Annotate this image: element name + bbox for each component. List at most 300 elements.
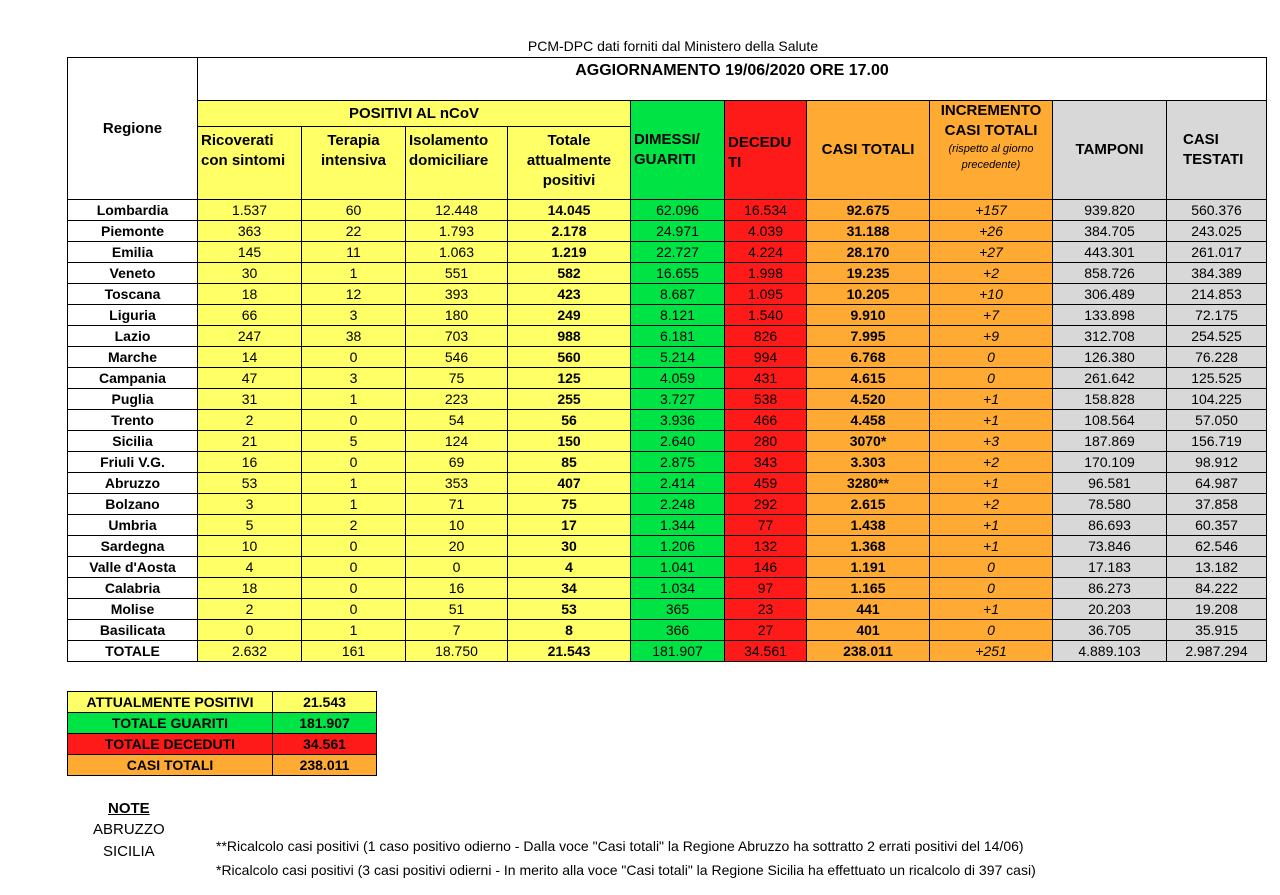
cell-ricoverati: 363 [198,221,302,242]
cell-totale-positivi: 1.219 [508,242,631,263]
cell-regione: Sicilia [68,431,198,452]
summary-row [68,713,377,734]
cell-deceduti: 77 [725,515,807,536]
cell-terapia: 1 [302,389,406,410]
cell-incremento: +3 [930,431,1053,452]
cell-terapia: 0 [302,557,406,578]
cell-isolamento: 18.750 [406,641,508,662]
cell-deceduti: 27 [725,620,807,641]
cell-regione: Marche [68,347,198,368]
cell-ricoverati: 2.632 [198,641,302,662]
cell-dimessi: 2.414 [631,473,725,494]
cell-totale-positivi: 255 [508,389,631,410]
header-terapia: Terapia intensiva [302,127,406,200]
cell-casi-totali: 401 [807,620,930,641]
cell-dimessi: 3.727 [631,389,725,410]
cell-ricoverati: 66 [198,305,302,326]
summary-row [68,734,377,755]
cell-casi-testati: 35.915 [1167,620,1267,641]
table-row [68,452,1267,473]
note-sicilia-text: *Ricalcolo casi positivi (3 casi positivi odierni - In merito alla voce "Casi totali" la Regione Sicilia ha effettuato un ricalcolo di 397 casi) [216,862,1036,878]
cell-totale-positivi: 75 [508,494,631,515]
cell-totale-positivi: 407 [508,473,631,494]
table-row [68,326,1267,347]
cell-regione: Puglia [68,389,198,410]
cell-regione: Umbria [68,515,198,536]
cell-regione: Sardegna [68,536,198,557]
cell-casi-totali: 4.458 [807,410,930,431]
cell-deceduti: 97 [725,578,807,599]
cell-casi-totali: 19.235 [807,263,930,284]
table-row [68,536,1267,557]
cell-ricoverati: 10 [198,536,302,557]
cell-deceduti: 292 [725,494,807,515]
cell-isolamento: 1.063 [406,242,508,263]
cell-tamponi: 108.564 [1053,410,1167,431]
cell-casi-totali: 3280** [807,473,930,494]
source-line: PCM-DPC dati forniti dal Ministero della Salute [527,38,819,54]
cell-incremento: +251 [930,641,1053,662]
cell-deceduti: 466 [725,410,807,431]
cell-totale-positivi: 34 [508,578,631,599]
summary-table [67,691,377,776]
cell-incremento: 0 [930,368,1053,389]
cell-dimessi: 3.936 [631,410,725,431]
header-isolamento: Isolamento domiciliare [406,127,508,200]
cell-regione: Friuli V.G. [68,452,198,473]
cell-terapia: 161 [302,641,406,662]
cell-tamponi: 20.203 [1053,599,1167,620]
cell-casi-testati: 214.853 [1167,284,1267,305]
table-row [68,221,1267,242]
cell-deceduti: 538 [725,389,807,410]
table-row [68,578,1267,599]
cell-incremento: 0 [930,578,1053,599]
cell-totale-positivi: 85 [508,452,631,473]
cell-totale-positivi: 17 [508,515,631,536]
table-row [68,200,1267,221]
cell-casi-testati: 560.376 [1167,200,1267,221]
cell-ricoverati: 30 [198,263,302,284]
cell-tamponi: 312.708 [1053,326,1167,347]
cell-isolamento: 71 [406,494,508,515]
cell-ricoverati: 14 [198,347,302,368]
summary-row [68,755,377,776]
cell-deceduti: 343 [725,452,807,473]
table-row [68,515,1267,536]
cell-casi-totali: 10.205 [807,284,930,305]
cell-terapia: 1 [302,263,406,284]
cell-casi-totali: 2.615 [807,494,930,515]
cell-deceduti: 146 [725,557,807,578]
cell-tamponi: 443.301 [1053,242,1167,263]
cell-totale-positivi: 423 [508,284,631,305]
cell-casi-testati: 243.025 [1167,221,1267,242]
cell-incremento: +27 [930,242,1053,263]
cell-casi-totali: 1.368 [807,536,930,557]
cell-regione: Lazio [68,326,198,347]
cell-dimessi: 4.059 [631,368,725,389]
cell-casi-testati: 125.525 [1167,368,1267,389]
cell-casi-testati: 64.987 [1167,473,1267,494]
cell-terapia: 0 [302,578,406,599]
cell-totale-positivi: 14.045 [508,200,631,221]
cell-incremento: +1 [930,599,1053,620]
cell-incremento: +7 [930,305,1053,326]
table-row [68,620,1267,641]
cell-incremento: 0 [930,557,1053,578]
cell-isolamento: 7 [406,620,508,641]
cell-tamponi: 126.380 [1053,347,1167,368]
cell-dimessi: 24.971 [631,221,725,242]
table-row [68,263,1267,284]
cell-tamponi: 939.820 [1053,200,1167,221]
cell-isolamento: 1.793 [406,221,508,242]
cell-terapia: 2 [302,515,406,536]
header-casi-totali: CASI TOTALI [807,101,930,200]
cell-dimessi: 181.907 [631,641,725,662]
cell-tamponi: 187.869 [1053,431,1167,452]
cell-casi-testati: 57.050 [1167,410,1267,431]
cell-isolamento: 75 [406,368,508,389]
cell-casi-testati: 104.225 [1167,389,1267,410]
cell-casi-testati: 84.222 [1167,578,1267,599]
cell-regione: Campania [68,368,198,389]
cell-regione: Valle d'Aosta [68,557,198,578]
cell-ricoverati: 3 [198,494,302,515]
cell-tamponi: 17.183 [1053,557,1167,578]
cell-isolamento: 54 [406,410,508,431]
cell-isolamento: 353 [406,473,508,494]
header-casi-testati: CASI TESTATI [1167,101,1267,200]
cell-casi-totali: 3070* [807,431,930,452]
summary-label: ATTUALMENTE POSITIVI [68,692,273,713]
cell-casi-totali: 1.191 [807,557,930,578]
cell-ricoverati: 2 [198,410,302,431]
cell-casi-testati: 261.017 [1167,242,1267,263]
cell-isolamento: 180 [406,305,508,326]
cell-ricoverati: 5 [198,515,302,536]
table-row [68,494,1267,515]
cell-dimessi: 2.640 [631,431,725,452]
summary-label: CASI TOTALI [68,755,273,776]
cell-totale-positivi: 56 [508,410,631,431]
cell-casi-totali: 6.768 [807,347,930,368]
cell-incremento: +157 [930,200,1053,221]
cell-casi-testati: 76.228 [1167,347,1267,368]
covid-regions-table [67,57,1267,662]
cell-casi-testati: 60.357 [1167,515,1267,536]
cell-casi-testati: 13.182 [1167,557,1267,578]
cell-regione: Calabria [68,578,198,599]
cell-casi-testati: 384.389 [1167,263,1267,284]
cell-tamponi: 158.828 [1053,389,1167,410]
cell-regione: Veneto [68,263,198,284]
cell-isolamento: 20 [406,536,508,557]
cell-tamponi: 133.898 [1053,305,1167,326]
cell-dimessi: 366 [631,620,725,641]
cell-deceduti: 459 [725,473,807,494]
cell-incremento: 0 [930,347,1053,368]
cell-ricoverati: 2 [198,599,302,620]
cell-deceduti: 132 [725,536,807,557]
summary-label: TOTALE DECEDUTI [68,734,273,755]
cell-incremento: +2 [930,263,1053,284]
notes-sicilia-label: SICILIA [103,843,155,860]
cell-casi-totali: 7.995 [807,326,930,347]
cell-ricoverati: 47 [198,368,302,389]
cell-ricoverati: 53 [198,473,302,494]
table-row [68,431,1267,452]
cell-dimessi: 2.248 [631,494,725,515]
header-positivi: POSITIVI AL nCoV [198,101,631,127]
header-regione: Regione [68,58,198,200]
cell-ricoverati: 247 [198,326,302,347]
cell-dimessi: 1.206 [631,536,725,557]
cell-deceduti: 23 [725,599,807,620]
cell-incremento: +2 [930,494,1053,515]
cell-regione: Piemonte [68,221,198,242]
cell-isolamento: 69 [406,452,508,473]
cell-ricoverati: 0 [198,620,302,641]
cell-incremento: +2 [930,452,1053,473]
table-row [68,368,1267,389]
cell-dimessi: 16.655 [631,263,725,284]
cell-terapia: 1 [302,494,406,515]
table-row [68,557,1267,578]
cell-casi-testati: 2.987.294 [1167,641,1267,662]
cell-casi-totali: 28.170 [807,242,930,263]
cell-terapia: 1 [302,620,406,641]
cell-casi-totali: 3.303 [807,452,930,473]
cell-tamponi: 384.705 [1053,221,1167,242]
table-row [68,389,1267,410]
table-row [68,347,1267,368]
cell-incremento: +1 [930,515,1053,536]
cell-deceduti: 994 [725,347,807,368]
cell-dimessi: 8.687 [631,284,725,305]
cell-totale-positivi: 4 [508,557,631,578]
notes-title: NOTE [108,800,150,817]
header-incremento-label: INCREMENTO CASI TOTALI [940,102,1042,139]
cell-totale-positivi: 30 [508,536,631,557]
cell-incremento: +26 [930,221,1053,242]
cell-totale-positivi: 560 [508,347,631,368]
cell-deceduti: 1.540 [725,305,807,326]
cell-dimessi: 6.181 [631,326,725,347]
cell-deceduti: 16.534 [725,200,807,221]
cell-terapia: 38 [302,326,406,347]
cell-tamponi: 858.726 [1053,263,1167,284]
header-dimessi: DIMESSI/ GUARITI [631,101,725,200]
cell-totale-positivi: 582 [508,263,631,284]
cell-regione: Trento [68,410,198,431]
cell-isolamento: 551 [406,263,508,284]
cell-tamponi: 86.273 [1053,578,1167,599]
cell-dimessi: 2.875 [631,452,725,473]
cell-regione: Abruzzo [68,473,198,494]
summary-value: 238.011 [273,755,377,776]
cell-terapia: 22 [302,221,406,242]
table-row [68,473,1267,494]
cell-totale-positivi: 150 [508,431,631,452]
cell-regione: Lombardia [68,200,198,221]
cell-isolamento: 51 [406,599,508,620]
cell-terapia: 11 [302,242,406,263]
cell-deceduti: 826 [725,326,807,347]
cell-regione: Molise [68,599,198,620]
cell-ricoverati: 16 [198,452,302,473]
cell-ricoverati: 18 [198,284,302,305]
cell-ricoverati: 145 [198,242,302,263]
cell-terapia: 0 [302,599,406,620]
cell-casi-testati: 254.525 [1167,326,1267,347]
summary-value: 181.907 [273,713,377,734]
cell-isolamento: 703 [406,326,508,347]
cell-tamponi: 4.889.103 [1053,641,1167,662]
cell-deceduti: 4.224 [725,242,807,263]
cell-tamponi: 170.109 [1053,452,1167,473]
cell-casi-testati: 37.858 [1167,494,1267,515]
cell-terapia: 0 [302,410,406,431]
cell-dimessi: 1.034 [631,578,725,599]
header-incremento [930,101,1053,200]
cell-terapia: 3 [302,305,406,326]
cell-deceduti: 1.095 [725,284,807,305]
cell-casi-testati: 72.175 [1167,305,1267,326]
cell-totale-positivi: 125 [508,368,631,389]
cell-isolamento: 393 [406,284,508,305]
cell-casi-totali: 92.675 [807,200,930,221]
cell-dimessi: 1.344 [631,515,725,536]
total-row [68,641,1267,662]
cell-casi-totali: 4.520 [807,389,930,410]
header-tamponi: TAMPONI [1053,101,1167,200]
cell-tamponi: 73.846 [1053,536,1167,557]
cell-isolamento: 0 [406,557,508,578]
cell-regione: Emilia [68,242,198,263]
cell-incremento: +1 [930,389,1053,410]
cell-terapia: 0 [302,536,406,557]
cell-ricoverati: 21 [198,431,302,452]
cell-isolamento: 223 [406,389,508,410]
cell-regione: Liguria [68,305,198,326]
cell-casi-totali: 1.165 [807,578,930,599]
cell-dimessi: 62.096 [631,200,725,221]
cell-casi-totali: 238.011 [807,641,930,662]
cell-incremento: +10 [930,284,1053,305]
cell-ricoverati: 18 [198,578,302,599]
cell-isolamento: 124 [406,431,508,452]
table-row [68,599,1267,620]
cell-dimessi: 365 [631,599,725,620]
header-incremento-note: (rispetto al giorno precedente) [948,143,1034,171]
cell-tamponi: 36.705 [1053,620,1167,641]
cell-tamponi: 261.642 [1053,368,1167,389]
cell-terapia: 60 [302,200,406,221]
table-title: AGGIORNAMENTO 19/06/2020 ORE 17.00 [198,58,1267,101]
cell-incremento: +9 [930,326,1053,347]
cell-casi-totali: 31.188 [807,221,930,242]
header-ricoverati: Ricoverati con sintomi [198,127,302,200]
cell-casi-testati: 98.912 [1167,452,1267,473]
cell-dimessi: 5.214 [631,347,725,368]
cell-totale-positivi: 21.543 [508,641,631,662]
cell-terapia: 5 [302,431,406,452]
cell-deceduti: 280 [725,431,807,452]
cell-ricoverati: 4 [198,557,302,578]
cell-casi-totali: 4.615 [807,368,930,389]
cell-tamponi: 96.581 [1053,473,1167,494]
cell-totale-positivi: 2.178 [508,221,631,242]
summary-value: 34.561 [273,734,377,755]
cell-ricoverati: 1.537 [198,200,302,221]
cell-regione: Bolzano [68,494,198,515]
cell-deceduti: 34.561 [725,641,807,662]
cell-dimessi: 22.727 [631,242,725,263]
table-row [68,284,1267,305]
summary-row [68,692,377,713]
cell-incremento: +1 [930,536,1053,557]
cell-terapia: 12 [302,284,406,305]
header-totale-positivi: Totale attualmente positivi [508,127,631,200]
cell-dimessi: 1.041 [631,557,725,578]
cell-casi-totali: 441 [807,599,930,620]
cell-isolamento: 16 [406,578,508,599]
cell-isolamento: 12.448 [406,200,508,221]
cell-casi-testati: 19.208 [1167,599,1267,620]
note-abruzzo-text: **Ricalcolo casi positivi (1 caso positivo odierno - Dalla voce "Casi totali" la Regione Abruzzo ha sottratto 2 errati positivi del 14/06) [216,838,1024,854]
cell-dimessi: 8.121 [631,305,725,326]
cell-incremento: +1 [930,473,1053,494]
header-deceduti: DECEDU TI [725,101,807,200]
notes-abruzzo-label: ABRUZZO [93,821,165,838]
cell-tamponi: 86.693 [1053,515,1167,536]
cell-casi-testati: 62.546 [1167,536,1267,557]
cell-regione: Basilicata [68,620,198,641]
cell-incremento: 0 [930,620,1053,641]
table-row [68,305,1267,326]
cell-casi-totali: 1.438 [807,515,930,536]
table-body [68,200,1267,662]
cell-totale-positivi: 8 [508,620,631,641]
cell-regione: Toscana [68,284,198,305]
cell-totale-positivi: 249 [508,305,631,326]
cell-totale-positivi: 988 [508,326,631,347]
cell-deceduti: 431 [725,368,807,389]
cell-regione: TOTALE [68,641,198,662]
cell-tamponi: 78.580 [1053,494,1167,515]
cell-totale-positivi: 53 [508,599,631,620]
cell-terapia: 3 [302,368,406,389]
table-row [68,410,1267,431]
cell-terapia: 1 [302,473,406,494]
table-row [68,242,1267,263]
cell-deceduti: 1.998 [725,263,807,284]
cell-casi-totali: 9.910 [807,305,930,326]
cell-isolamento: 546 [406,347,508,368]
cell-tamponi: 306.489 [1053,284,1167,305]
cell-isolamento: 10 [406,515,508,536]
cell-terapia: 0 [302,452,406,473]
cell-terapia: 0 [302,347,406,368]
summary-label: TOTALE GUARITI [68,713,273,734]
cell-deceduti: 4.039 [725,221,807,242]
cell-ricoverati: 31 [198,389,302,410]
cell-casi-testati: 156.719 [1167,431,1267,452]
summary-value: 21.543 [273,692,377,713]
cell-incremento: +1 [930,410,1053,431]
